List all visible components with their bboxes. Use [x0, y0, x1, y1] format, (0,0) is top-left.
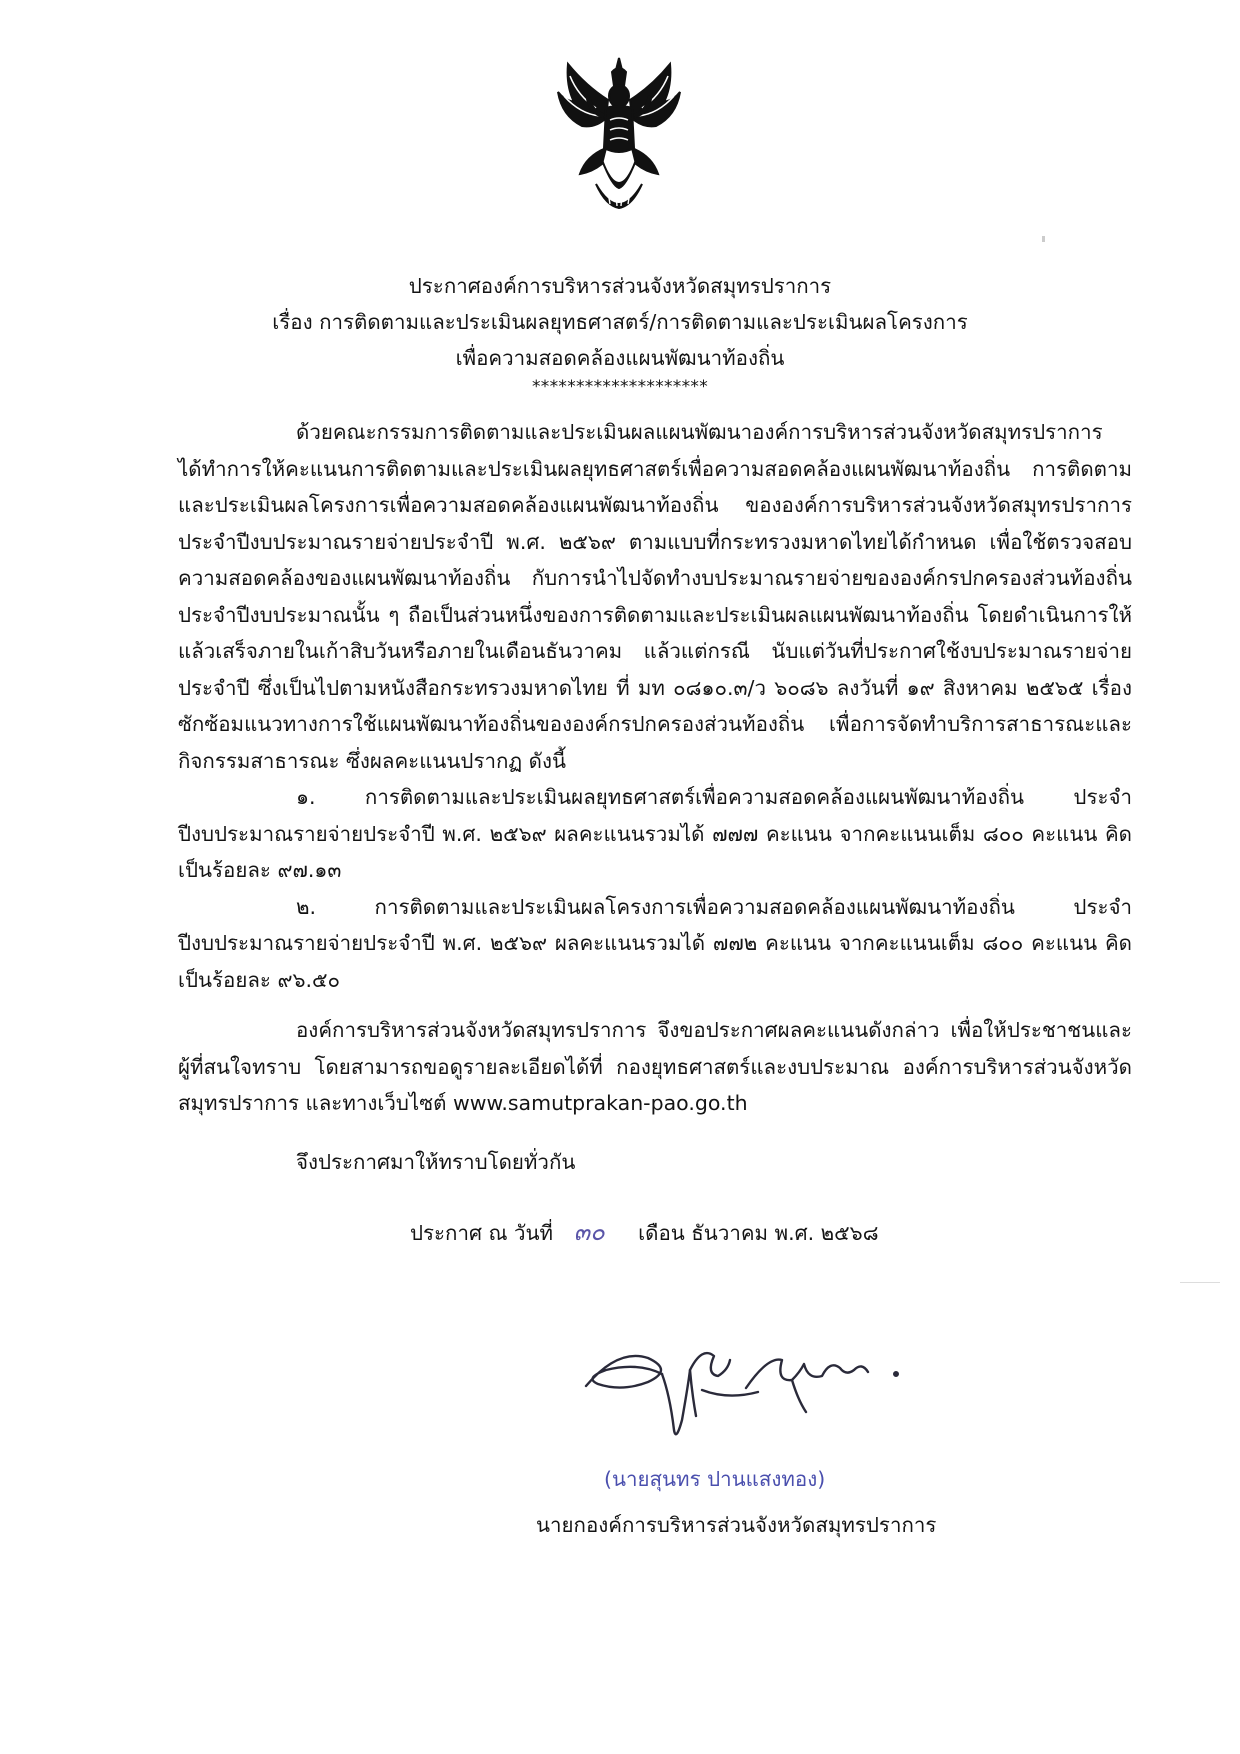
- announcement-header: [0, 268, 1240, 398]
- announcement-subject: เรื่อง การติดตามและประเมินผลยุทธศาสตร์/การติดตามและประเมินผลโครงการ: [272, 310, 968, 334]
- header-divider: ********************: [532, 377, 708, 397]
- date-suffix: เดือน ธันวาคม พ.ศ. ๒๕๖๘: [638, 1221, 879, 1245]
- announcement-body: [178, 414, 1132, 1122]
- intro-paragraph: ด้วยคณะกรรมการติดตามและประเมินผลแผนพัฒนาองค์การบริหารส่วนจังหวัดสมุทรปราการ ได้ทำการให้คะแนนการติดตามและประเมินผลยุทธศาสตร์เพื่อความสอดคล้องแผนพัฒนาท้องถิ่น การติดตามและประเมินผลโครงการเพื่อความสอดคล้องแผนพัฒนาท้องถิ่น ขององค์การบริหารส่วนจังหวัดสมุทรปราการ ประจำปีงบประมาณรายจ่ายประจำปี พ.ศ. ๒๕๖๙ ตามแบบที่กระทรวงมหาดไทยได้กำหนด เพื่อใช้ตรวจสอบความสอดคล้องของแผนพัฒนาท้องถิ่น กับการนำไปจัดทำงบประมาณรายจ่ายขององค์กรปกครองส่วนท้องถิ่น ประจำปีงบประมาณนั้น ๆ ถือเป็นส่วนหนึ่งของการติดตามและประเมินผลแผนพัฒนาท้องถิ่น โดยดำเนินการให้แล้วเสร็จภายในเก้าสิบวันหรือภายในเดือนธันวาคม แล้วแต่กรณี นับแต่วันที่ประกาศใช้งบประมาณรายจ่ายประจำปี ซึ่งเป็นไปตามหนังสือกระทรวงมหาดไทย ที่ มท ๐๘๑๐.๓/ว ๖๐๘๖ ลงวันที่ ๑๙ สิงหาคม ๒๕๖๕ เรื่อง ซักซ้อมแนวทางการใช้แผนพัฒนาท้องถิ่นขององค์กรปกครองส่วนท้องถิ่น เพื่อการจัดทำบริการสาธารณะและกิจกรรมสาธารณะ ซึ่งผลคะแนนปรากฏ ดังนี้: [178, 420, 1132, 773]
- result-item-project: ๒. การติดตามและประเมินผลโครงการเพื่อความสอดคล้องแผนพัฒนาท้องถิ่น ประจำปีงบประมาณรายจ่ายประจำปี พ.ศ. ๒๕๖๙ ผลคะแนนรวมได้ ๗๗๒ คะแนน จากคะแนนเต็ม ๘๐๐ คะแนน คิดเป็นร้อยละ ๙๖.๕๐: [178, 894, 1132, 992]
- signer-name: (นายสุนทร ปานแสงทอง): [604, 1467, 826, 1491]
- garuda-emblem-icon: [556, 56, 682, 224]
- result-item-strategy: ๑. การติดตามและประเมินผลยุทธศาสตร์เพื่อความสอดคล้องแผนพัฒนาท้องถิ่น ประจำปีงบประมาณรายจ่ายประจำปี พ.ศ. ๒๕๖๙ ผลคะแนนรวมได้ ๗๗๗ คะแนน จากคะแนนเต็ม ๘๐๐ คะแนน คิดเป็นร้อยละ ๙๗.๑๓: [178, 785, 1132, 882]
- date-prefix: ประกาศ ณ วันที่: [410, 1221, 554, 1245]
- handwritten-signature: [578, 1330, 938, 1460]
- announcement-date: [410, 1214, 879, 1251]
- scan-speck: [1042, 236, 1045, 242]
- signer-title: นายกองค์การบริหารส่วนจังหวัดสมุทรปราการ: [536, 1513, 937, 1537]
- publication-paragraph: องค์การบริหารส่วนจังหวัดสมุทรปราการ จึงขอประกาศผลคะแนนดังกล่าว เพื่อให้ประชาชนและผู้ที่สนใจทราบ โดยสามารถขอดูรายละเอียดได้ที่ กองยุทธศาสตร์และงบประมาณ องค์การบริหารส่วนจังหวัดสมุทรปราการ และทางเว็บไซต์ www.samutprakan-pao.go.th: [178, 1018, 1132, 1115]
- date-day-handwritten: ๓๐: [573, 1218, 605, 1246]
- closing-statement: จึงประกาศมาให้ทราบโดยทั่วกัน: [296, 1150, 576, 1174]
- announcement-issuer: ประกาศองค์การบริหารส่วนจังหวัดสมุทรปราการ: [408, 274, 832, 298]
- scan-line: [1180, 1282, 1220, 1283]
- announcement-subject-continued: เพื่อความสอดคล้องแผนพัฒนาท้องถิ่น: [455, 346, 785, 370]
